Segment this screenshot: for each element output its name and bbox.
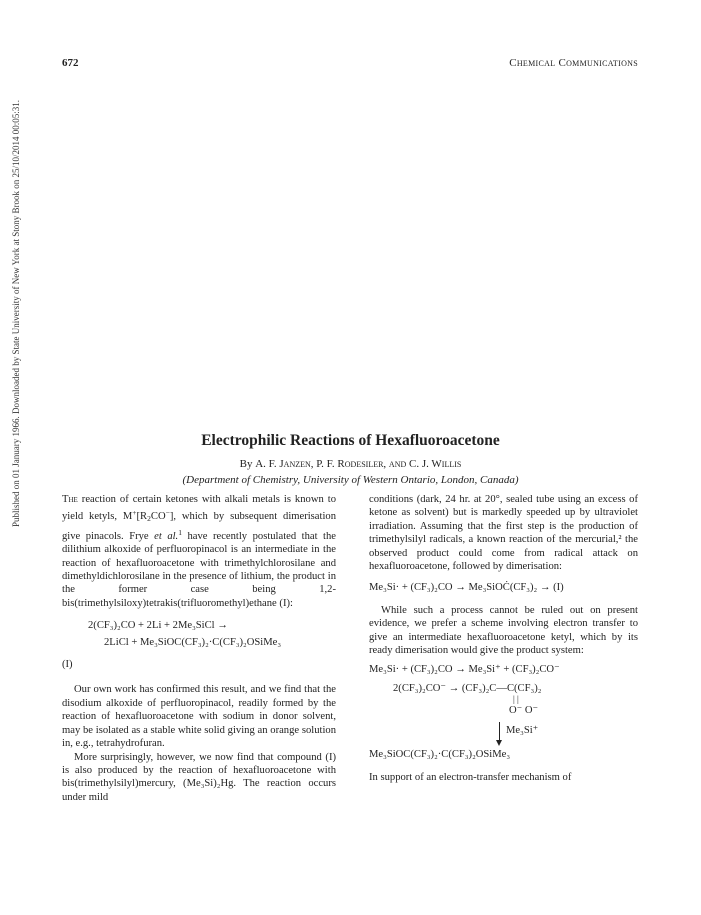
- left-column: [62, 493, 336, 804]
- equation-4: 2(CF₃)₂CO⁻ → (CF₃)₂C—C(CF₃)₂: [393, 682, 542, 694]
- equation-2: Me₃Si· + (CF₃)₂CO → Me₃SiOĊ(CF₃)₂ → (I): [369, 582, 564, 594]
- authors-names: A. F. Janzen, P. F. Rodesiler, and C. J. Willis: [255, 458, 462, 470]
- paragraph-1-text-f: have recently postulated that the dilithium alkoxide of perfluoropinacol is an intermediate in the reaction of hexafluoroacetone with trimethylchlorosilane and dimethyldichlorosilane in the presence of lithium, the product in the former case being 1,2-bis(trimethylsiloxy)tetrakis(trifluoromethyl)ethane (I):: [62, 530, 336, 609]
- article-affiliation: (Department of Chemistry, University of Western Ontario, London, Canada): [182, 474, 519, 486]
- paragraph-4: conditions (dark, 24 hr. at 20°, sealed tube using an excess of ketone as solvent) but is markedly speeded up by ultraviolet irradiation. Assuming that the first step is the production of trimethylsilyl radicals, a known reaction of the mercurial,² the observed product could come from radical attack on hexafluoroacetone, followed by dimerisation:: [369, 494, 638, 573]
- right-column: [369, 493, 638, 785]
- reaction-arrow-block: [369, 718, 638, 748]
- page-number: 672: [62, 57, 79, 69]
- paragraph-1-text-d: ], which by subsequent dimerisation give pinacols. Frye: [62, 511, 336, 542]
- equation-4-oxygens: O⁻ O⁻: [509, 705, 539, 717]
- paragraph-1-lead: The: [62, 494, 78, 505]
- equation-1-line-1: 2(CF₃)₂CO + 2Li + 2Me₃SiCl →: [88, 620, 228, 632]
- paragraph-1-text-b: [R: [136, 511, 148, 523]
- paragraph-6: In support of an electron-transfer mechanism of: [369, 772, 572, 784]
- paragraph-5: While such a process cannot be ruled out on present evidence, we prefer a scheme involving electron transfer to give an intermediate hexafluoroacetone ketyl, which by its ready dimerisation would give the product system:: [369, 604, 638, 657]
- download-note: Published on 01 January 1966. Downloaded by State University of New York at Stony Brook on 25/10/2014 00:05:31.: [11, 100, 21, 527]
- down-arrow-head: [496, 740, 502, 746]
- down-arrow-shaft: [499, 722, 500, 742]
- equation-1-line-2: 2LiCl + Me₃SiOC(CF₃)₂·C(CF₃)₂OSiMe₃: [104, 636, 282, 648]
- authors-prefix: By: [239, 458, 253, 470]
- paragraph-2: Our own work has confirmed this result, and we find that the disodium alkoxide of perfluoropinacol, readily formed by the reaction of hexafluoroacetone with sodium in donor solvent, may be isolated as a stable white solid giving an orange solution in, e.g., tetrahydrofuran.: [62, 684, 336, 750]
- paragraph-3: More surprisingly, however, we now find that compound (I) is also produced by the reaction of hexafluoroacetone with bis(trimethylsilyl)mercury, (Me₃Si)₂Hg. The reaction occurs under mild: [62, 751, 336, 803]
- equation-1-label: (I): [62, 659, 73, 671]
- article-authors: [0, 458, 701, 470]
- paragraph-1: The reaction of certain ketones with alkali metals is known to yield ketyls, $M^+[R_2CO^-]$, which by subsequent dimerisation give pinacols. Frye et al.$^1$ have recently postulated that the dilithium alkoxide of perfluoropinacol is an intermediate in the reaction of hexafluoroacetone with trimethylchlorosilane and dimethyldichlorosilane in the presence of lithium, the product in the former case being 1,2-bis(trimethylsiloxy)tetrakis(trifluoromethyl)ethane (I):: [62, 494, 336, 609]
- paragraph-1-text-c: CO: [150, 511, 166, 523]
- paragraph-1-text-a: reaction of certain ketones with alkali metals is known to yield ketyls, M: [62, 494, 336, 523]
- article-title: Electrophilic Reactions of Hexafluoroacetone: [201, 432, 500, 449]
- paragraph-1-etal: et al.: [154, 530, 179, 542]
- journal-name: Chemical Communications: [509, 57, 638, 69]
- equation-5: Me₃SiOC(CF₃)₂·C(CF₃)₂OSiMe₃: [369, 748, 511, 760]
- arrow-reagent: Me₃Si⁺: [506, 724, 539, 736]
- equation-4-bonds: | |: [513, 694, 519, 705]
- equation-3: Me₃Si· + (CF₃)₂CO → Me₃Si⁺ + (CF₃)₂CO⁻: [369, 664, 560, 676]
